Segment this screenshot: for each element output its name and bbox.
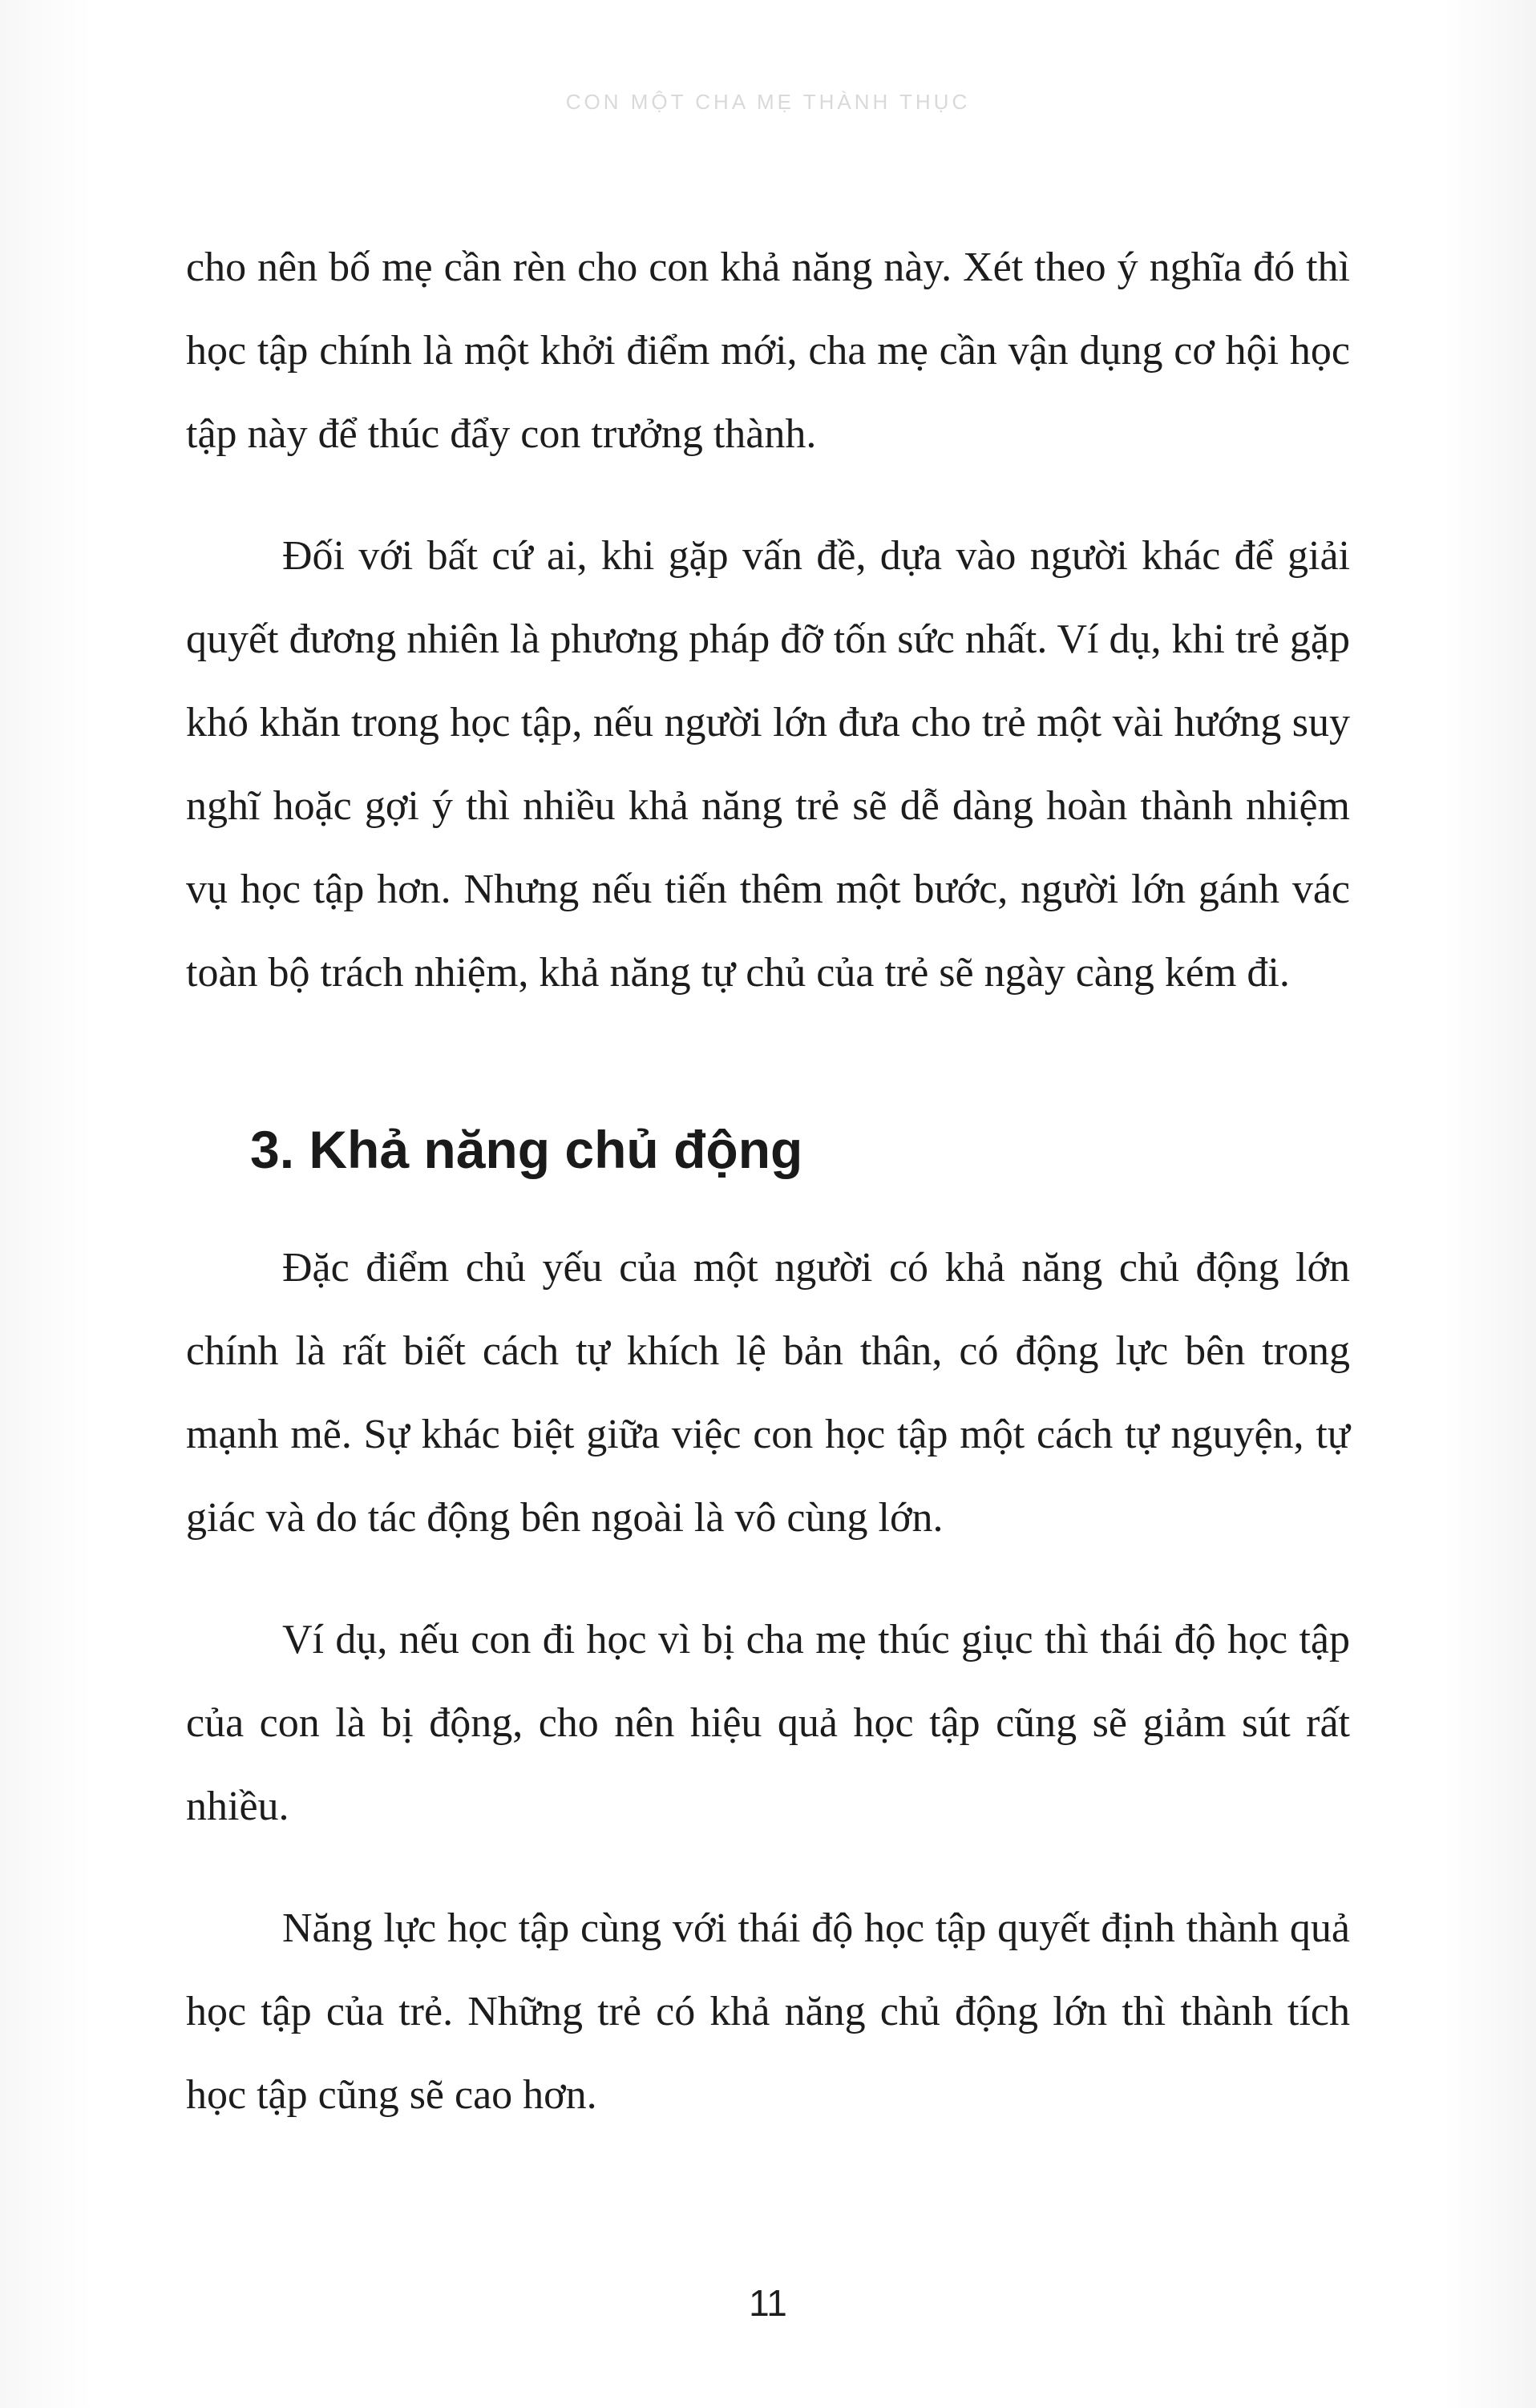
page-number: 11: [749, 2282, 787, 2324]
paragraph-continuation: cho nên bố mẹ cần rèn cho con khả năng này. Xét theo ý nghĩa đó thì học tập chính là một khởi điểm mới, cha mẹ cần vận dụng cơ hội học tập này để thúc đẩy con trưởng thành.: [186, 244, 1350, 457]
paragraph-initiative-example: Ví dụ, nếu con đi học vì bị cha mẹ thúc giục thì thái độ học tập của con là bị động, cho nên hiệu quả học tập cũng sẽ giảm sút rất nhiều.: [186, 1617, 1350, 1829]
paragraph-self-reliance: Đối với bất cứ ai, khi gặp vấn đề, dựa vào người khác để giải quyết đương nhiên là phương pháp đỡ tốn sức nhất. Ví dụ, khi trẻ gặp khó khăn trong học tập, nếu người lớn đưa cho trẻ một vài hướng suy nghĩ hoặc gợi ý thì nhiều khả năng trẻ sẽ dễ dàng hoàn thành nhiệm vụ học tập hơn. Nhưng nếu tiến thêm một bước, người lớn gánh vác toàn bộ trách nhiệm, khả năng tự chủ của trẻ sẽ ngày càng kém đi.: [186, 533, 1350, 996]
paragraph-initiative-conclusion: Năng lực học tập cùng với thái độ học tập quyết định thành quả học tập của trẻ. Những trẻ có khả năng chủ động lớn thì thành tích học tập cũng sẽ cao hơn.: [186, 1905, 1350, 2118]
section-heading: 3. Khả năng chủ động: [250, 1120, 803, 1179]
paragraph-initiative-definition: Đặc điểm chủ yếu của một người có khả năng chủ động lớn chính là rất biết cách tự khích lệ bản thân, có động lực bên trong mạnh mẽ. Sự khác biệt giữa việc con học tập một cách tự nguyện, tự giác và do tác động bên ngoài là vô cùng lớn.: [186, 1245, 1350, 1541]
running-head: CON MỘT CHA MẸ THÀNH THỤC: [565, 90, 971, 114]
body-text: [186, 226, 1350, 2137]
